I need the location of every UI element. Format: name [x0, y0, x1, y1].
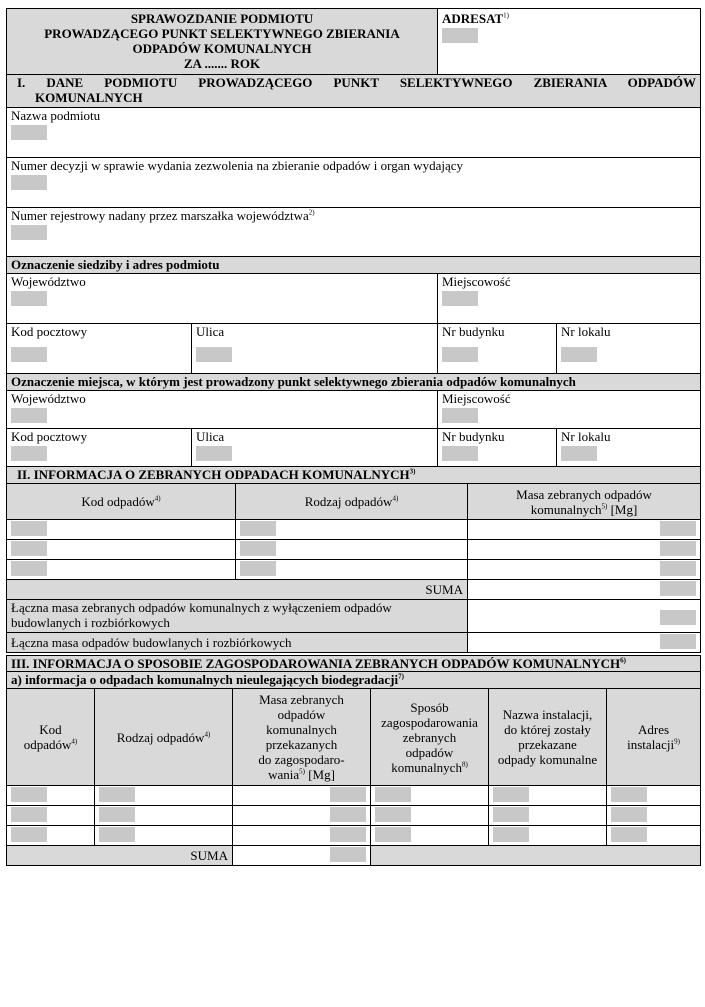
masa-field[interactable] — [330, 787, 366, 802]
miejsce-nr-budynku-field[interactable] — [442, 446, 478, 461]
kod-field[interactable] — [11, 521, 47, 536]
siedziba-nr-lokalu-field[interactable] — [561, 347, 597, 362]
suma-label-3: SUMA — [7, 846, 233, 866]
col-masa-zebranych: Masa zebranych odpadów komunalnych$^{5)}$ [Mg] — [468, 484, 701, 520]
kod-field[interactable] — [11, 807, 47, 822]
table-row — [7, 826, 701, 846]
siedziba-miejscowosc-field[interactable] — [442, 291, 478, 306]
nazwa-podmiotu-cell: Nazwa podmiotu — [7, 108, 701, 158]
rodzaj-field[interactable] — [99, 807, 135, 822]
suma-filler — [371, 846, 701, 866]
adresat-cell: ADRESAT$^{1)}$ — [438, 9, 701, 75]
siedziba-ulica-cell: Ulica — [192, 324, 438, 374]
rodzaj-field[interactable] — [240, 541, 276, 556]
kod-field[interactable] — [11, 787, 47, 802]
miejsce-kod-cell: Kod pocztowy — [7, 429, 192, 467]
numer-decyzji-field[interactable] — [11, 175, 47, 190]
col-kod: Kod odpadów$^{4)}$ — [7, 689, 95, 786]
nazwa-instalacji-field[interactable] — [493, 787, 529, 802]
masa-field[interactable] — [660, 521, 696, 536]
laczna-masa-field[interactable] — [660, 610, 696, 625]
miejsce-kod-field[interactable] — [11, 446, 47, 461]
section-1-title: I. DANE PODMIOTU PROWADZĄCEGO PUNKT SELEKTYWNEGO ZBIERANIA ODPADÓW KOMUNALNYCH — [7, 75, 701, 108]
siedziba-kod-cell: Kod pocztowy — [7, 324, 192, 374]
kod-field[interactable] — [11, 827, 47, 842]
miejsce-nr-lokalu-cell: Nr lokalu — [557, 429, 701, 467]
nazwa-instalacji-field[interactable] — [493, 807, 529, 822]
siedziba-heading: Oznaczenie siedziby i adres podmiotu — [7, 257, 701, 274]
siedziba-wojewodztwo-field[interactable] — [11, 291, 47, 306]
adres-instalacji-field[interactable] — [611, 787, 647, 802]
col-rodzaj-odpadow: Rodzaj odpadów$^{4)}$ — [236, 484, 468, 520]
siedziba-nr-lokalu-cell: Nr lokalu — [557, 324, 701, 374]
table-row — [7, 560, 701, 580]
siedziba-nr-budynku-cell: Nr budynku — [438, 324, 557, 374]
rodzaj-field[interactable] — [240, 521, 276, 536]
miejsce-nr-lokalu-field[interactable] — [561, 446, 597, 461]
suma-field[interactable] — [660, 581, 696, 596]
numer-decyzji-cell: Numer decyzji w sprawie wydania zezwolenia na zbieranie odpadów i organ wydający — [7, 158, 701, 208]
kod-field[interactable] — [11, 541, 47, 556]
numer-rejestrowy-cell: Numer rejestrowy nadany przez marszałka województwa$^{2)}$ — [7, 208, 701, 257]
rodzaj-field[interactable] — [99, 827, 135, 842]
table-row — [7, 540, 701, 560]
miejsce-wojewodztwo-field[interactable] — [11, 408, 47, 423]
masa-field[interactable] — [330, 827, 366, 842]
col-sposob: Sposób zagospodarowania zebranych odpadów komunalnych$^{8)}$ — [371, 689, 489, 786]
section-3-title: III. INFORMACJA O SPOSOBIE ZAGOSPODAROWANIA ZEBRANYCH ODPADÓW KOMUNALNYCH$^{6)}$ — [7, 656, 701, 672]
masa-field[interactable] — [330, 807, 366, 822]
kod-field[interactable] — [11, 561, 47, 576]
adres-instalacji-field[interactable] — [611, 807, 647, 822]
section-3 — [6, 655, 701, 866]
nazwa-podmiotu-field[interactable] — [11, 125, 47, 140]
rodzaj-field[interactable] — [240, 561, 276, 576]
laczna-masa-label: Łączna masa zebranych odpadów komunalnych z wyłączeniem odpadów budowlanych i rozbiórkowych — [7, 600, 468, 633]
adresat-label: ADRESAT — [442, 11, 504, 26]
miejsce-ulica-field[interactable] — [196, 446, 232, 461]
siedziba-nr-budynku-field[interactable] — [442, 347, 478, 362]
col-rodzaj: Rodzaj odpadów$^{4)}$ — [95, 689, 233, 786]
col-nazwa-instalacji: Nazwa instalacji, do której zostały przekazane odpady komunalne — [489, 689, 607, 786]
suma-masa-field[interactable] — [330, 847, 366, 862]
report-header — [6, 8, 701, 75]
adresat-field[interactable] — [442, 28, 478, 43]
numer-rejestrowy-field[interactable] — [11, 225, 47, 240]
section-1 — [6, 74, 701, 467]
section-2-title: II. INFORMACJA O ZEBRANYCH ODPADACH KOMUNALNYCH$^{3)}$ — [7, 467, 701, 484]
adres-instalacji-field[interactable] — [611, 827, 647, 842]
siedziba-wojewodztwo-cell: Województwo — [7, 274, 438, 324]
laczna-budowlane-field[interactable] — [660, 634, 696, 649]
siedziba-ulica-field[interactable] — [196, 347, 232, 362]
laczna-budowlane-label: Łączna masa odpadów budowlanych i rozbiórkowych — [7, 633, 468, 653]
nazwa-instalacji-field[interactable] — [493, 827, 529, 842]
miejsce-miejscowosc-cell: Miejscowość — [438, 391, 701, 429]
miejsce-heading: Oznaczenie miejsca, w którym jest prowadzony punkt selektywnego zbierania odpadów komunalnych — [7, 374, 701, 391]
section-3a-title: a) informacja o odpadach komunalnych nieulegających biodegradacji$^{7)}$ — [7, 672, 701, 689]
miejsce-nr-budynku-cell: Nr budynku — [438, 429, 557, 467]
suma-label: SUMA — [7, 580, 468, 600]
col-adres-instalacji: Adres instalacji$^{9)}$ — [607, 689, 701, 786]
table-row — [7, 806, 701, 826]
miejsce-ulica-cell: Ulica — [192, 429, 438, 467]
section-2 — [6, 466, 701, 653]
rodzaj-field[interactable] — [99, 787, 135, 802]
sposob-field[interactable] — [375, 827, 411, 842]
masa-field[interactable] — [660, 561, 696, 576]
sposob-field[interactable] — [375, 787, 411, 802]
table-row — [7, 520, 701, 540]
siedziba-kod-field[interactable] — [11, 347, 47, 362]
siedziba-miejscowosc-cell: Miejscowość — [438, 274, 701, 324]
table-row — [7, 786, 701, 806]
report-title: SPRAWOZDANIE PODMIOTU PROWADZĄCEGO PUNKT SELEKTYWNEGO ZBIERANIA ODPADÓW KOMUNALNYCH ZA ....... ROK — [7, 9, 438, 75]
sposob-field[interactable] — [375, 807, 411, 822]
miejsce-wojewodztwo-cell: Województwo — [7, 391, 438, 429]
miejsce-miejscowosc-field[interactable] — [442, 408, 478, 423]
col-masa-przekazanych: Masa zebranych odpadów komunalnych przekazanych do zagospodaro- wania$^{5)}$ [Mg] — [233, 689, 371, 786]
masa-field[interactable] — [660, 541, 696, 556]
col-kod-odpadow: Kod odpadów$^{4)}$ — [7, 484, 236, 520]
